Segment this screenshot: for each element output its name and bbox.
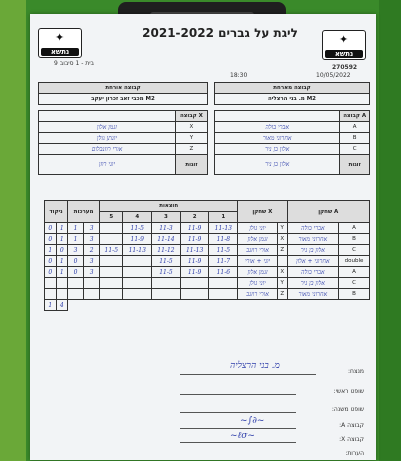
home-team-header — [214, 82, 370, 105]
team-x-sign-label: קבוצה X: — [339, 436, 364, 443]
score-sheet — [30, 14, 376, 460]
points-home: 1 — [56, 256, 68, 267]
game-score: 11-12 — [152, 245, 181, 256]
sets-away: 1 — [68, 234, 84, 245]
game-score — [123, 256, 152, 267]
game-score: 11-9 — [123, 234, 152, 245]
result-header: ניקוד — [45, 201, 68, 223]
logo-text: נתשא — [41, 48, 79, 56]
game-score: 11-6 — [209, 267, 238, 278]
player-a-slot: double — [339, 256, 370, 267]
total-spacer — [68, 300, 370, 311]
winner-label: מנצח: — [348, 368, 364, 375]
sets-header: מערכות — [68, 201, 100, 223]
points-home — [56, 278, 68, 289]
away-double-player: יוני רוזן — [39, 155, 176, 175]
home-double-player: אלון בן ניר — [215, 155, 340, 175]
game-num: 5 — [100, 212, 123, 223]
result-row — [45, 245, 370, 256]
game-score: 11-13 — [123, 245, 152, 256]
sets-home: 3 — [84, 267, 100, 278]
points-home: 1 — [56, 234, 68, 245]
home-team-label: קבוצה מארחת — [215, 83, 370, 94]
game-score: 11-14 — [152, 234, 181, 245]
paddle-icon: ✦ — [339, 33, 349, 46]
total-home: 4 — [56, 300, 68, 311]
points-away: 0 — [45, 256, 57, 267]
game-score: 11-3 — [152, 223, 181, 234]
player-x-name: אורי רוזנב — [238, 245, 278, 256]
assistant-referee-label: שופט משנה: — [331, 406, 364, 413]
game-score: 11-9 — [180, 256, 209, 267]
sets-away — [68, 278, 84, 289]
sets-home: 3 — [84, 256, 100, 267]
sheet-title: ליגת על גברים 2021-2022 — [142, 26, 298, 40]
player-x-header: שחקן X — [238, 201, 287, 223]
game-score — [209, 289, 238, 300]
points-away: 0 — [45, 223, 57, 234]
results-table — [44, 200, 370, 311]
game-score — [100, 289, 123, 300]
match-date: 10/05/2022 — [316, 72, 351, 79]
game-num: 2 — [180, 212, 209, 223]
player-a-slot: A — [339, 223, 370, 234]
team-a-signature: ~∫∂~ — [240, 416, 265, 426]
points-home: 1 — [56, 267, 68, 278]
game-score — [123, 289, 152, 300]
home-double-label: זוגות — [340, 155, 370, 175]
sets-away: 1 — [68, 223, 84, 234]
home-roster-header: קבוצה A — [340, 111, 370, 122]
away-player: אורי רוזנבלום — [39, 144, 176, 155]
result-row — [45, 223, 370, 234]
game-score — [209, 278, 238, 289]
notes-label: הערות: — [345, 450, 364, 457]
logo-text: נתשא — [325, 50, 363, 58]
sets-home: 2 — [84, 245, 100, 256]
game-score — [152, 289, 181, 300]
player-a-slot: C — [339, 245, 370, 256]
result-row — [45, 289, 370, 300]
result-row — [45, 256, 370, 267]
sets-away: 3 — [68, 245, 84, 256]
game-score — [123, 278, 152, 289]
sets-home: 3 — [84, 234, 100, 245]
player-a-name: אחרוני מאור — [287, 234, 339, 245]
sets-home — [84, 289, 100, 300]
home-player: אלון בן ניר — [215, 144, 340, 155]
league-logo-left — [38, 28, 82, 58]
player-x-slot: Y — [277, 278, 287, 289]
green-folder-left — [0, 0, 26, 461]
away-slot: Z — [175, 144, 207, 155]
game-score: 11-5 — [152, 256, 181, 267]
game-score — [180, 289, 209, 300]
player-x-slot: Y — [277, 223, 287, 234]
player-a-name: אחרוני + אלון — [287, 256, 339, 267]
away-team-header — [38, 82, 208, 105]
game-score: 11-9 — [180, 267, 209, 278]
away-player: יונתן גולן — [39, 133, 176, 144]
games-header: חוצאות — [100, 201, 238, 212]
sets-away: 0 — [68, 267, 84, 278]
player-x-name: אורי רוזנב — [238, 289, 278, 300]
points-home — [56, 289, 68, 300]
away-player: זגמן אלון — [39, 122, 176, 133]
player-a-header: שחקן A — [287, 201, 369, 223]
game-score: 11-13 — [209, 223, 238, 234]
team-x-signature: ~ℓσ~ — [230, 431, 255, 441]
player-x-slot: Z — [277, 245, 287, 256]
game-score: 11-5 — [209, 245, 238, 256]
player-x-slot: Z — [277, 289, 287, 300]
home-player: אברי בולה — [215, 122, 340, 133]
result-row — [45, 278, 370, 289]
player-x-name: יוני + אורי — [238, 256, 278, 267]
referee-line — [180, 394, 296, 395]
away-roster-note — [39, 111, 176, 122]
player-x-name: זגמן אלון — [238, 234, 278, 245]
player-a-name: אלון בן ניר — [287, 278, 339, 289]
game-score — [180, 278, 209, 289]
player-a-name: אחרוני מאור — [287, 289, 339, 300]
player-x-name: יוני גולן — [238, 223, 278, 234]
game-score: 11-5 — [123, 223, 152, 234]
game-num: 4 — [123, 212, 152, 223]
away-roster-header: קבוצה X — [175, 111, 207, 122]
paddle-icon: ✦ — [55, 31, 65, 44]
game-score — [100, 223, 123, 234]
team-a-line — [180, 428, 296, 429]
player-x-slot: X — [277, 267, 287, 278]
match-time: 18:30 — [230, 72, 248, 79]
game-score: 11-9 — [180, 234, 209, 245]
player-a-slot: A — [339, 267, 370, 278]
green-folder-right — [379, 0, 401, 461]
game-score — [100, 267, 123, 278]
away-roster — [38, 110, 208, 175]
player-x-name: זגמן אלון — [238, 267, 278, 278]
round-label: בית - 1 סיבוב 9 — [54, 60, 95, 67]
game-score: 11-8 — [209, 234, 238, 245]
away-slot: X — [175, 122, 207, 133]
home-slot: B — [340, 133, 370, 144]
sets-home — [84, 278, 100, 289]
points-away — [45, 278, 57, 289]
game-score — [100, 256, 123, 267]
player-x-slot: X — [277, 234, 287, 245]
game-score — [123, 267, 152, 278]
referee-label: שופט ראשי: — [333, 388, 364, 395]
player-a-name: אברי בולה — [287, 267, 339, 278]
points-home: 0 — [56, 245, 68, 256]
player-a-name: אלון בן ניר — [287, 245, 339, 256]
assistant-referee-line — [180, 412, 296, 413]
points-away: 0 — [45, 267, 57, 278]
away-double-label: זוגות — [175, 155, 207, 175]
points-away: 0 — [45, 234, 57, 245]
total-away: 1 — [45, 300, 57, 311]
team-a-sign-label: קבוצה A: — [339, 422, 364, 429]
points-home: 1 — [56, 223, 68, 234]
game-score: 11-9 — [180, 223, 209, 234]
points-away — [45, 289, 57, 300]
player-a-slot: C — [339, 278, 370, 289]
sets-home: 3 — [84, 223, 100, 234]
player-x-slot — [277, 256, 287, 267]
home-slot: C — [340, 144, 370, 155]
away-slot: Y — [175, 133, 207, 144]
home-player: אחרוני מאור — [215, 133, 340, 144]
sets-away: 0 — [68, 256, 84, 267]
player-a-slot: B — [339, 289, 370, 300]
game-score — [152, 278, 181, 289]
result-row — [45, 267, 370, 278]
home-roster-note — [215, 111, 340, 122]
home-roster — [214, 110, 370, 175]
home-slot: A — [340, 122, 370, 133]
winner-value: מ. בני הרצליה — [230, 361, 280, 371]
player-a-name: אברי בולה — [287, 223, 339, 234]
game-score: 11-7 — [209, 256, 238, 267]
game-score: 11-5 — [100, 245, 123, 256]
sets-away — [68, 289, 84, 300]
game-score — [100, 234, 123, 245]
home-team-name: מ. בני הרצליה M2 — [215, 94, 370, 105]
player-a-slot: B — [339, 234, 370, 245]
result-row — [45, 234, 370, 245]
team-x-line — [180, 442, 296, 443]
game-num: 3 — [152, 212, 181, 223]
away-team-label: קבוצה אורחת — [39, 83, 208, 94]
game-score: 11-5 — [152, 267, 181, 278]
player-x-name: יוני גולן — [238, 278, 278, 289]
points-away: 1 — [45, 245, 57, 256]
away-team-name: מכבי זאב זכרון יעקב M2 — [39, 94, 208, 105]
winner-line — [180, 374, 316, 375]
game-score: 11-13 — [180, 245, 209, 256]
game-score — [100, 278, 123, 289]
game-num: 1 — [209, 212, 238, 223]
match-number: 270592 — [332, 64, 358, 71]
league-logo-right — [322, 30, 366, 60]
